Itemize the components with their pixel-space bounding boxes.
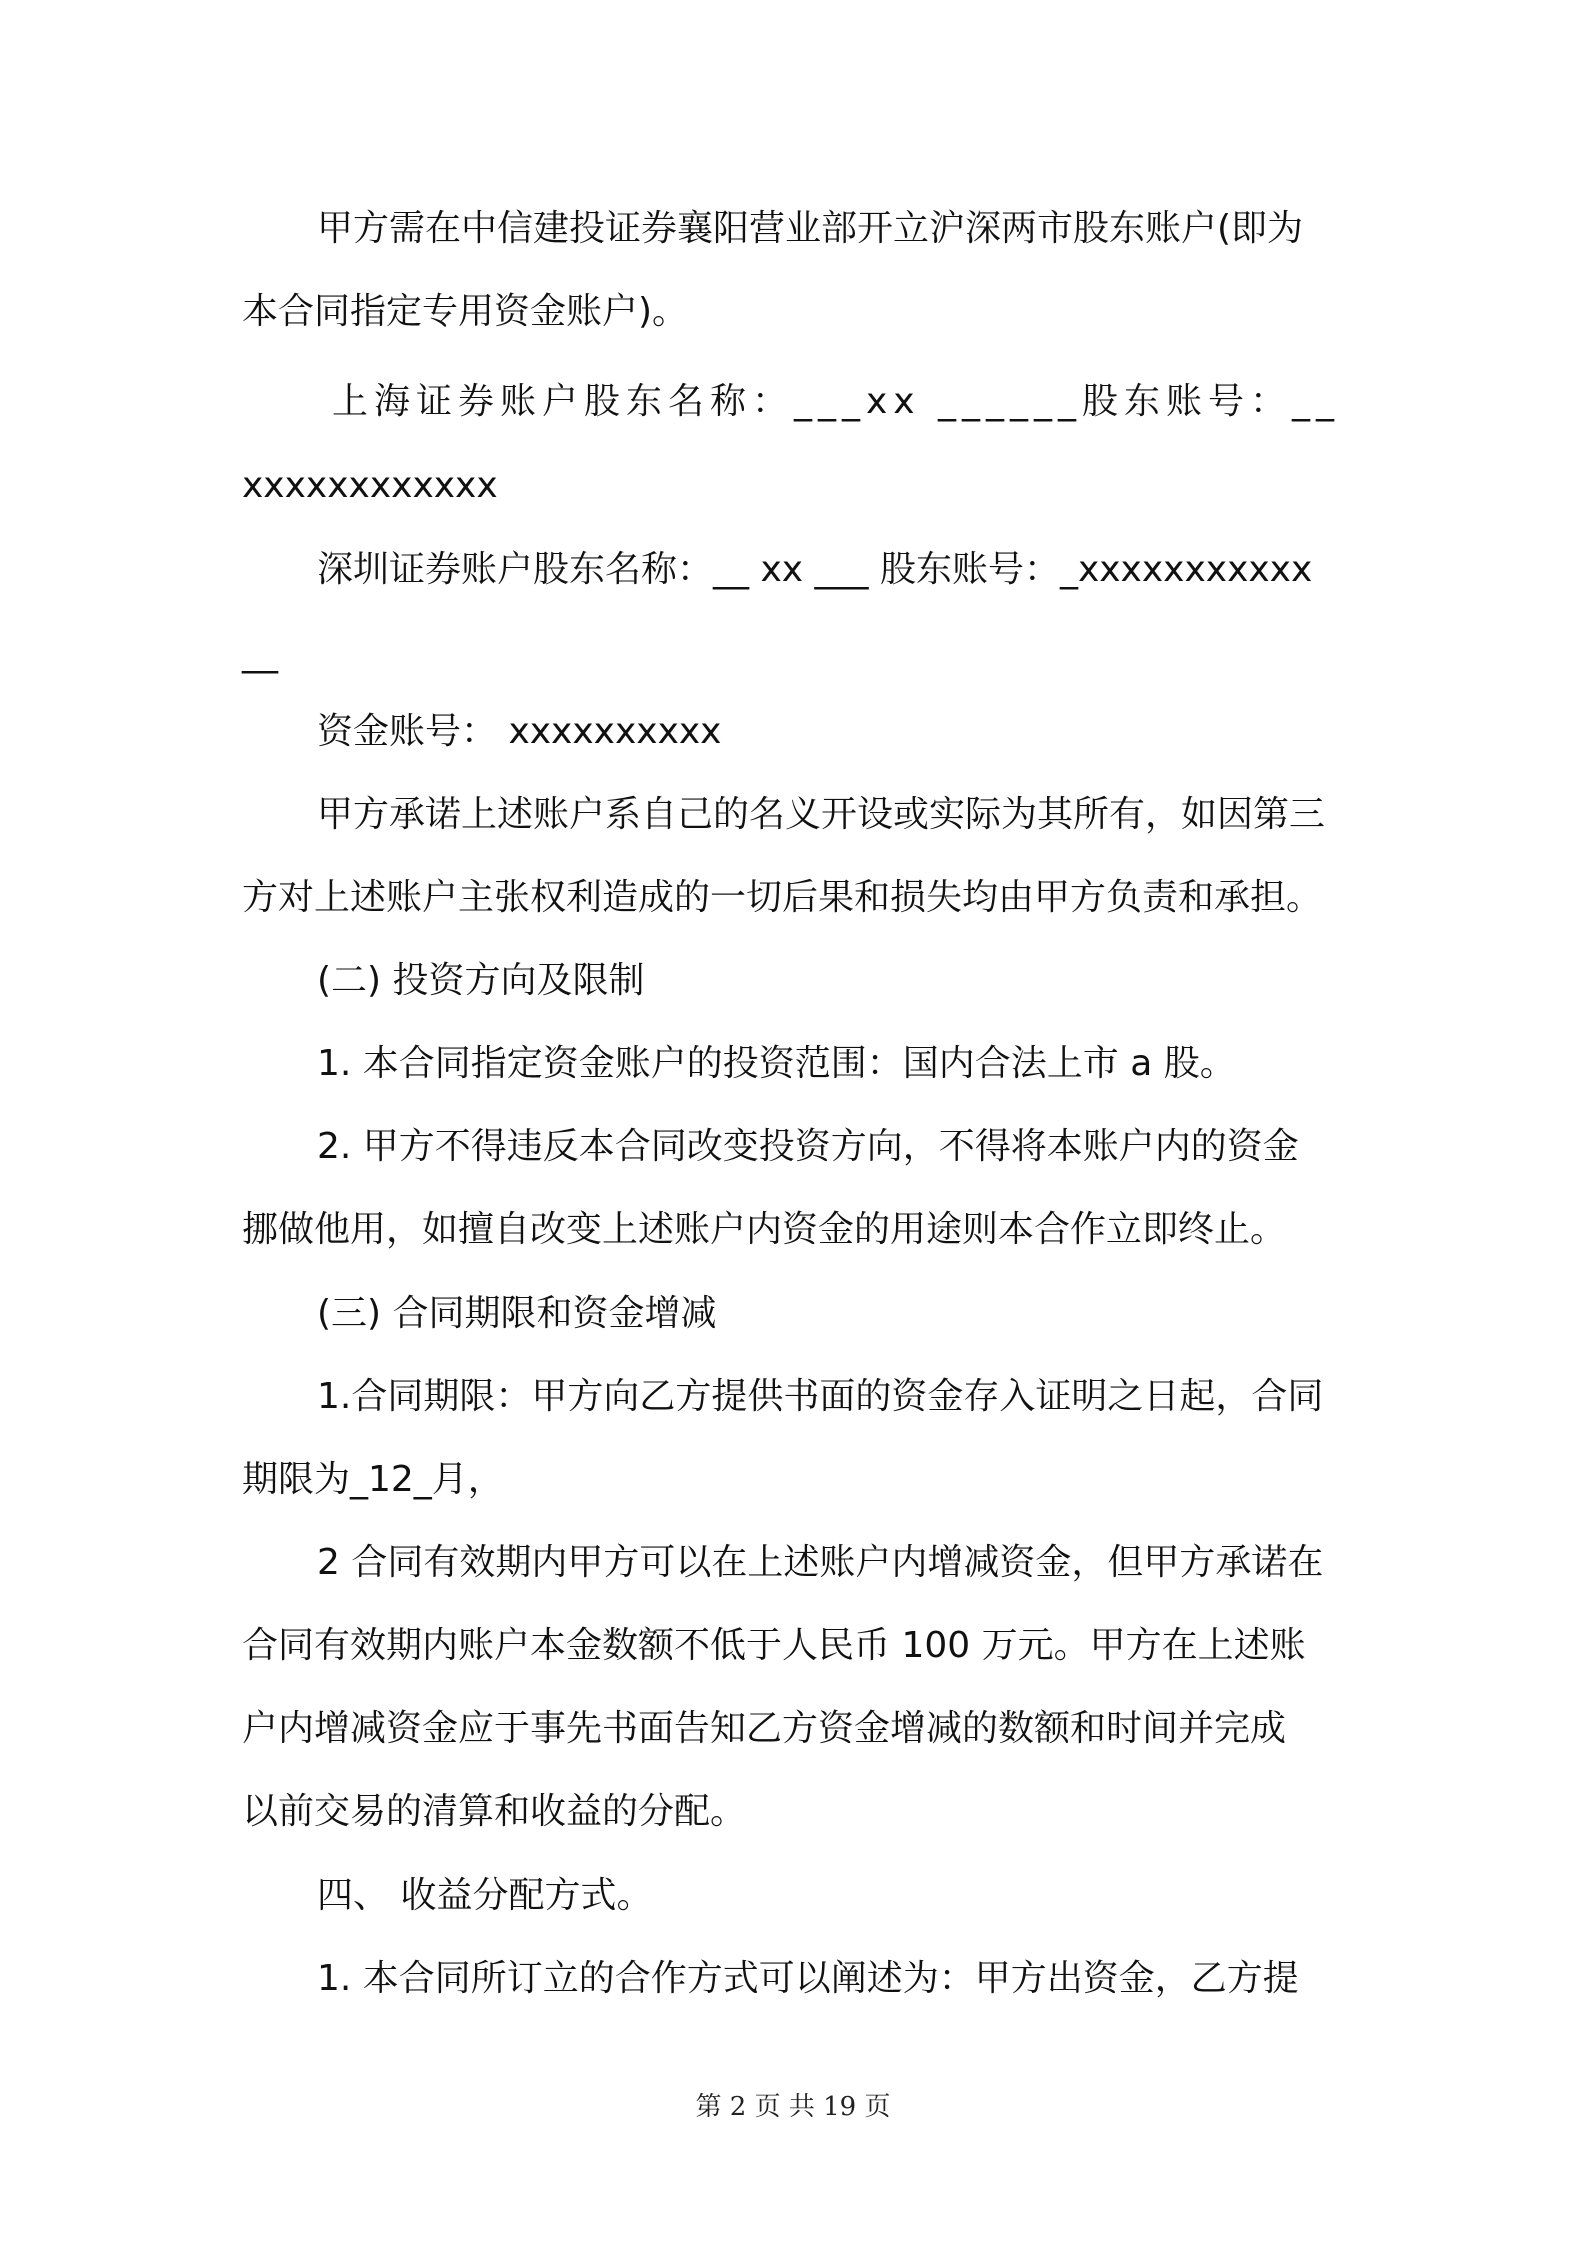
shanghai-account-number: xxxxxxxxxxxx: [242, 465, 498, 506]
paragraph-line: 期限为_12_月，: [242, 1459, 504, 1500]
paragraph-line: 方对上述账户主张权利造成的一切后果和损失均由甲方负责和承担。: [242, 877, 1323, 918]
section-heading: 四、 收益分配方式。: [317, 1875, 653, 1916]
list-item: 1. 本合同指定资金账户的投资范围：国内合法上市 a 股。: [317, 1043, 1236, 1084]
page-number-footer: 第 2 页 共 19 页: [695, 2092, 891, 2122]
paragraph-line: 甲方承诺上述账户系自己的名义开设或实际为其所有，如因第三: [317, 794, 1326, 835]
list-item: 1.合同期限：甲方向乙方提供书面的资金存入证明之日起，合同: [317, 1376, 1324, 1417]
list-item: 1. 本合同所订立的合作方式可以阐述为：甲方出资金，乙方提: [317, 1958, 1299, 1999]
list-item: 2. 甲方不得违反本合同改变投资方向，不得将本账户内的资金: [317, 1126, 1299, 1167]
shanghai-account-line: 上海证券账户股东名称：___xx ______股东账号：__: [332, 381, 1341, 422]
paragraph-line: 合同有效期内账户本金数额不低于人民币 100 万元。甲方在上述账: [242, 1625, 1306, 1666]
paragraph-line: 本合同指定专用资金账户)。: [242, 291, 689, 332]
section-heading: (二) 投资方向及限制: [317, 960, 645, 1001]
paragraph-line: 甲方需在中信建投证券襄阳营业部开立沪深两市股东账户(即为: [317, 208, 1304, 249]
paragraph-line: 户内增减资金应于事先书面告知乙方资金增减的数额和时间并完成: [242, 1708, 1287, 1749]
fund-account-line: 资金账号： xxxxxxxxxx: [317, 711, 722, 752]
paragraph-line: 以前交易的清算和收益的分配。: [242, 1791, 747, 1832]
list-item: 2 合同有效期内甲方可以在上述账户内增减资金，但甲方承诺在: [317, 1542, 1324, 1583]
shenzhen-account-number: __: [242, 633, 278, 674]
section-heading: (三) 合同期限和资金增减: [317, 1293, 717, 1334]
shenzhen-account-line: 深圳证券账户股东名称：__ xx ___ 股东账号：_xxxxxxxxxxx: [317, 549, 1313, 590]
paragraph-line: 挪做他用，如擅自改变上述账户内资金的用途则本合作立即终止。: [242, 1209, 1287, 1250]
